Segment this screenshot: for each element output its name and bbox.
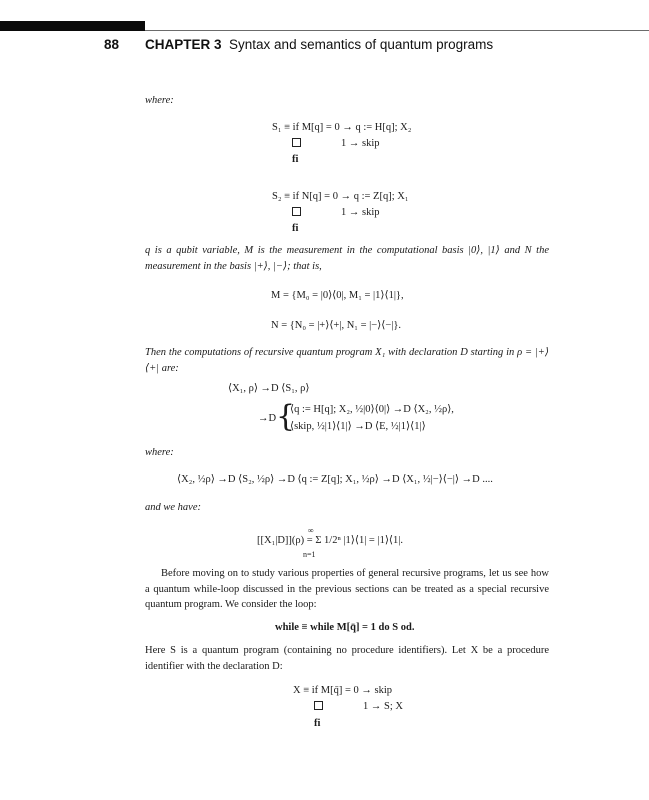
s1-definition-line1: S₁ ≡ if M[q] = 0 → q := H[q]; X₂ <box>272 122 412 133</box>
while-equation: while ≡ while M[q̄] = 1 do S od. <box>275 622 415 633</box>
s2-definition-line1: S₂ ≡ if N[q] = 0 → q := Z[q]; X₁ <box>272 191 409 202</box>
sum-upper-limit: ∞ <box>308 526 314 535</box>
s2-fi: fi <box>292 223 299 234</box>
paragraph-qubit: q is a qubit variable, M is the measurement in the computational basis |0⟩, |1⟩ and N the measurement in the basis |+⟩, |−⟩; that is, <box>145 245 549 272</box>
x-definition-line2: 1 → S; X <box>363 701 403 712</box>
choice-box-icon <box>292 206 301 220</box>
s1-fi: fi <box>292 154 299 165</box>
paragraph-here: Here S is a quantum program (containing no procedure identifiers). Let X be a procedure identifier with the declaration D: <box>145 645 549 672</box>
sum-lower-limit: n=1 <box>303 550 316 559</box>
choice-box-icon <box>292 137 301 151</box>
where-label-1: where: <box>145 95 174 106</box>
chapter-title: Syntax and semantics of quantum programs <box>229 37 494 52</box>
sum-equation: [[X₁|D]](ρ) = Σ 1/2ⁿ |1⟩⟨1| = |1⟩⟨1|. <box>257 535 403 546</box>
s2-definition-line2: 1 → skip <box>341 207 380 218</box>
x-definition-line1: X ≡ if M[q̄] = 0 → skip <box>293 685 393 696</box>
computation-chain: ⟨X₂, ½ρ⟩ →D ⟨S₂, ½ρ⟩ →D ⟨q := Z[q]; X₁, ½ρ⟩ →D ⟨X₁, ½|−⟩⟨−|⟩ →D .... <box>177 474 493 485</box>
equation-M: M = {M₀ = |0⟩⟨0|, M₁ = |1⟩⟨1|}, <box>271 290 404 301</box>
header-bar <box>0 21 145 31</box>
computation-line1: ⟨X₁, ρ⟩ →D ⟨S₁, ρ⟩ <box>228 383 310 394</box>
and-we-have-label: and we have: <box>145 502 201 513</box>
chapter-label: CHAPTER 3 <box>145 37 222 52</box>
where-label-2: where: <box>145 447 174 458</box>
paragraph-computations: Then the computations of recursive quantum program X₁ with declaration D starting in ρ = |+⟩⟨+| are: <box>145 347 549 374</box>
equation-N: N = {N₀ = |+⟩⟨+|, N₁ = |−⟩⟨−|}. <box>271 320 402 331</box>
computation-case1: ⟨q := H[q]; X₂, ½|0⟩⟨0|⟩ →D ⟨X₂, ½ρ⟩, <box>290 404 454 415</box>
header-rule <box>145 30 649 31</box>
chapter-heading <box>145 37 493 52</box>
x-fi: fi <box>314 718 321 729</box>
choice-box-icon <box>314 700 323 714</box>
page-number: 88 <box>104 37 120 52</box>
left-brace-icon: { <box>276 399 296 434</box>
computation-arrow: →D <box>258 413 277 424</box>
paragraph-before-moving: Before moving on to study various properties of general recursive programs, let us see how a quantum while-loop discussed in the previous sections can be treated as a special recursive quantum program. We consider the loop: <box>145 568 549 610</box>
computation-case2: ⟨skip, ½|1⟩⟨1|⟩ →D ⟨E, ½|1⟩⟨1|⟩ <box>290 421 426 432</box>
s1-definition-line2: 1 → skip <box>341 138 380 149</box>
